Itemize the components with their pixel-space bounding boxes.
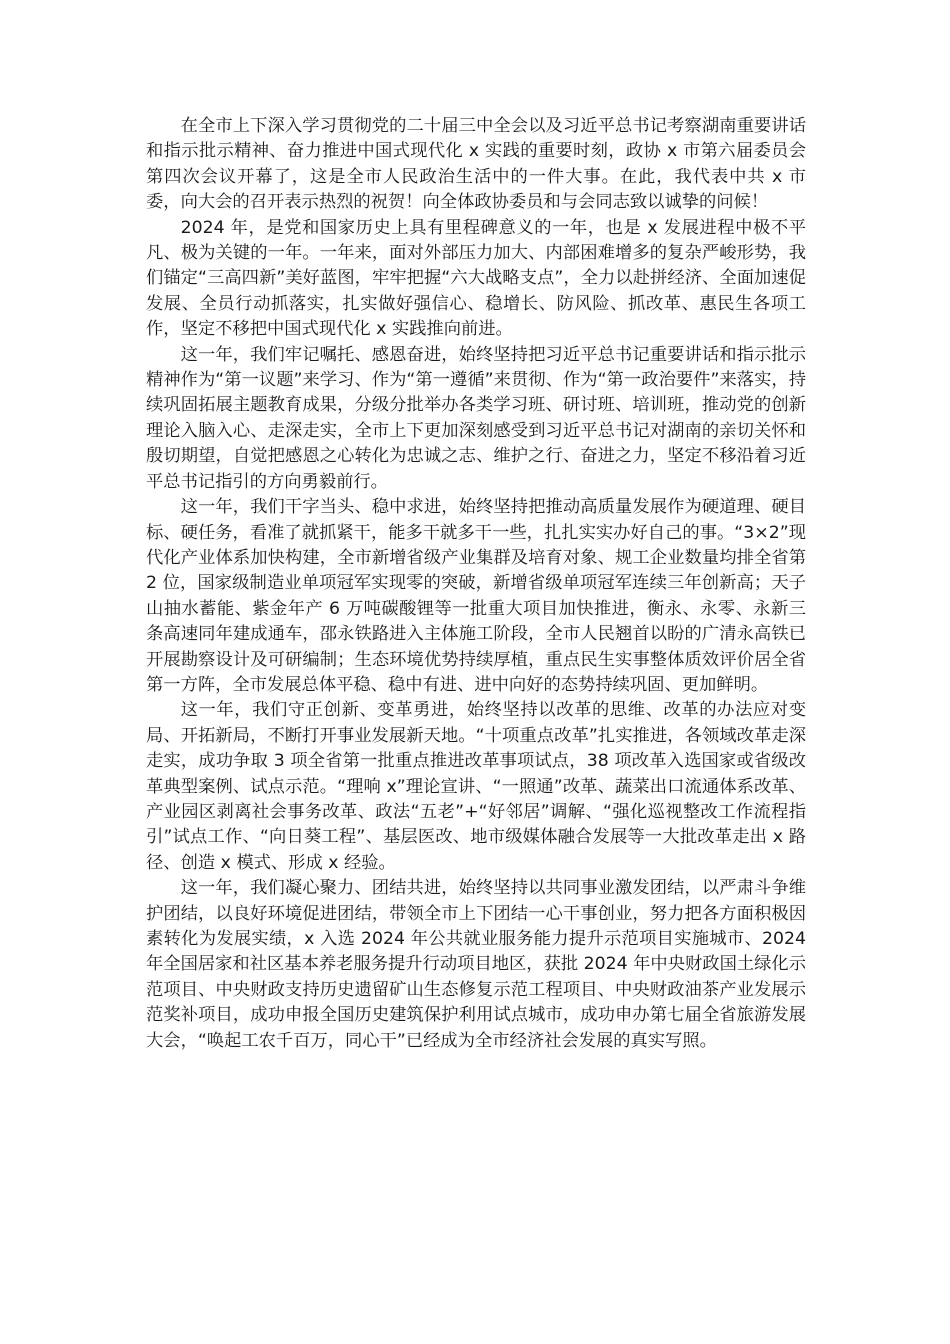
paragraph-reform: 这一年，我们守正创新、变革勇进，始终坚持以改革的思维、改革的办法应对变局、开拓新局，不断打开事业发展新天地。“十项重点改革”扎实推进，各领域改革走深走实，成功争取 3 项全省第一批重点推进改革事项试点，38 项改革入选国家或省级改革典型案例、试点示范。“理响 x”理论宣讲、“一照通”改革、蔬菜出口流通体系改革、产业园区剥离社会事务改革、政法“五老”+“好邻居”调解、“强化巡视整改工作流程指引”试点工作、“向日葵工程”、基层医改、地市级媒体融合发展等一大批改革走出 x 路径、创造 x 模式、形成 x 经验。 — [146, 700, 806, 873]
paragraph-2024-overview: 2024 年，是党和国家历史上具有里程碑意义的一年，也是 x 发展进程中极不平凡、极为关键的一年。一年来，面对外部压力加大、内部困难增多的复杂严峻形势，我们锚定“三高四新”美好蓝图，牢牢把握“六大战略支点”，全力以赴拼经济、全面加速促发展、全员行动抓落实，扎实做好强信心、稳增长、防风险、抓改革、惠民生各项工作，坚定不移把中国式现代化 x 实践推向前进。 — [146, 217, 806, 340]
paragraph-development: 这一年，我们干字当头、稳中求进，始终坚持把推动高质量发展作为硬道理、硬目标、硬任务，看准了就抓紧干，能多干就多干一些，扎扎实实办好自己的事。“3×2”现代化产业体系加快构建，全市新增省级产业集群及培育对象、规工企业数量均排全省第 2 位，国家级制造业单项冠军实现零的突破，新增省级单项冠军连续三年创新高；天子山抽水蓄能、紫金年产 6 万吨碳酸锂等一批重大项目加快推进，衡永、永零、永新三条高速同年建成通车，邵永铁路进入主体施工阶段，全市人民翘首以盼的广清永高铁已开展勘察设计及可研编制；生态环境优势持续厚植，重点民生实事整体质效评价居全省第一方阵，全市发展总体平稳、稳中有进、进中向好的态势持续巩固、更加鲜明。 — [146, 497, 806, 695]
paragraph-unity: 这一年，我们凝心聚力、团结共进，始终坚持以共同事业激发团结，以严肃斗争维护团结，以良好环境促进团结，带领全市上下团结一心干事创业，努力把各方面积极因素转化为发展实绩，x 入选 2024 年公共就业服务能力提升示范项目实施城市、2024 年全国居家和社区基本养老服务提升行动项目地区，获批 2024 年中央财政国土绿化示范项目、中央财政支持历史遗留矿山生态修复示范工程项目、中央财政油茶产业发展示范奖补项目，成功申报全国历史建筑保护利用试点城市，成功申办第七届全省旅游发展大会，“唤起工农千百万，同心干”已经成为全市经济社会发展的真实写照。 — [146, 878, 806, 1051]
paragraph-political-study: 这一年，我们牢记嘱托、感恩奋进，始终坚持把习近平总书记重要讲话和指示批示精神作为“第一议题”来学习、作为“第一遵循”来贯彻、作为“第一政治要件”来落实，持续巩固拓展主题教育成果，分级分批举办各类学习班、研讨班、培训班，推动党的创新理论入脑入心、走深走实，全市上下更加深刻感受到习近平总书记对湖南的亲切关怀和殷切期望，自觉把感恩之心转化为忠诚之志、维护之行、奋进之力，坚定不移沿着习近平总书记指引的方向勇毅前行。 — [146, 344, 806, 492]
paragraph-opening: 在全市上下深入学习贯彻党的二十届三中全会以及习近平总书记考察湖南重要讲话和指示批示精神、奋力推进中国式现代化 x 实践的重要时刻，政协 x 市第六届委员会第四次会议开幕了，这是全市人民政治生活中的一件大事。在此，我代表中共 x 市委，向大会的召开表示热烈的祝贺！向全体政协委员和与会同志致以诚挚的问候！ — [146, 116, 806, 213]
document-body — [146, 114, 806, 1054]
